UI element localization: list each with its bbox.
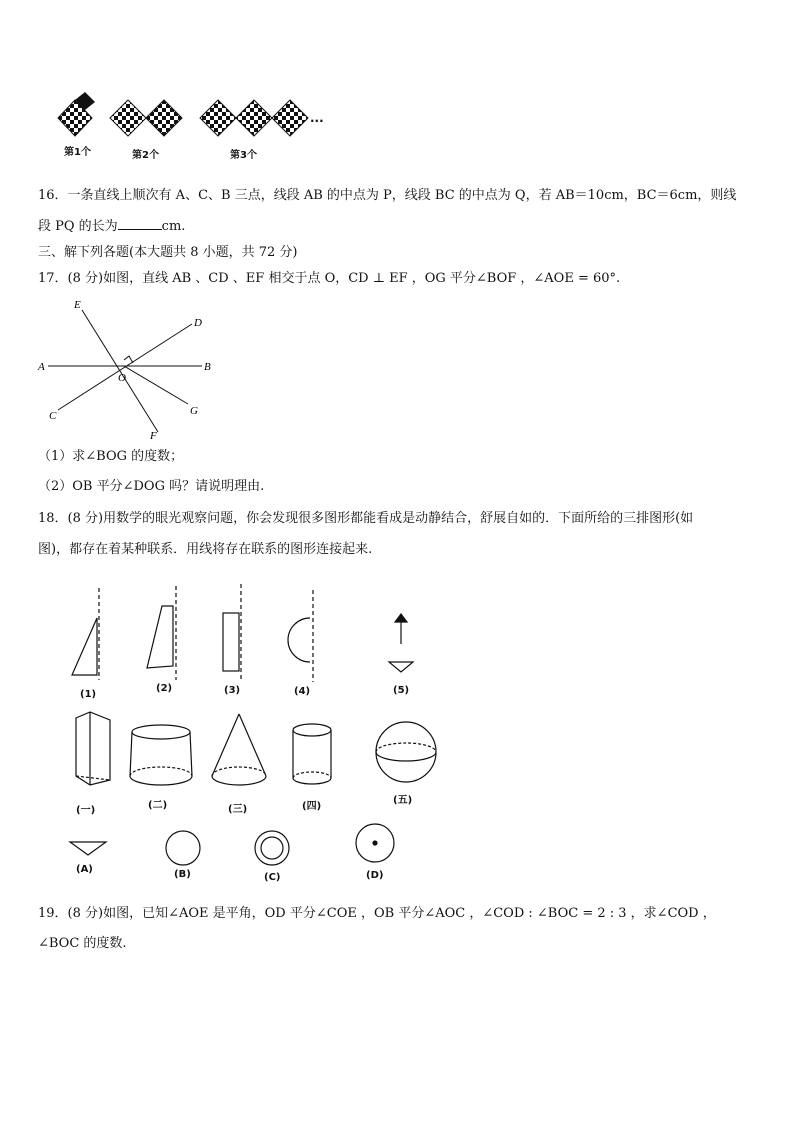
q18-row2-label-1: (一)	[76, 805, 96, 816]
section3-heading: 三、解下列各题(本大题共 8 小题，共 72 分)	[38, 245, 298, 260]
label-F: F	[150, 430, 157, 442]
q16-line1: 16．一条直线上顺次有 A、C、B 三点，线段 AB 的中点为 P，线段 BC 的中点为 Q，若 AB＝10cm，BC＝6cm，则线	[38, 188, 737, 203]
q18-row1-label-5: (5)	[393, 685, 410, 696]
pattern-3	[200, 100, 308, 136]
pattern-ellipsis: ···	[310, 114, 324, 128]
q18-row3-label-D: (D)	[366, 870, 384, 881]
q18-row2-label-3: (三)	[228, 804, 248, 815]
q18-row2-label-5: (五)	[393, 795, 413, 806]
q17-part1: （1）求∠BOG 的度数；	[38, 449, 184, 464]
label-D: D	[194, 317, 202, 329]
q18-row1-label-3: (3)	[224, 685, 241, 696]
pattern-1	[58, 92, 95, 136]
pattern-label-2: 第2个	[132, 150, 159, 161]
q19-line1: 19．(8 分)如图，已知∠AOE 是平角，OD 平分∠COE ，OB 平分∠AOC ，∠COD : ∠BOC = 2 : 3 ，求∠COD ，	[38, 906, 716, 921]
q18-line1: 18．(8 分)用数学的眼光观察问题，你会发现很多图形都能看成是动静结合，舒展自如的．下面所给的三排图形(如	[38, 511, 694, 526]
label-A: A	[38, 361, 45, 373]
q17-part2: （2）OB 平分∠DOG 吗？请说明理由.	[38, 479, 265, 494]
q17-stem: 17．(8 分)如图，直线 AB 、CD 、EF 相交于点 O，CD ⊥ EF ，OG 平分∠BOF ，∠AOE = 60°.	[38, 271, 621, 286]
q18-row2-label-4: (四)	[302, 801, 322, 812]
q18-row2-label-2: (二)	[148, 800, 168, 811]
q18-figure	[50, 580, 470, 890]
q18-row3-label-B: (B)	[174, 869, 191, 880]
label-O: O	[118, 372, 126, 384]
q18-row1-label-4: (4)	[294, 686, 311, 697]
q18-row1-label-1: (1)	[80, 689, 97, 700]
q17-figure-lines	[36, 296, 226, 446]
pattern-2	[110, 100, 182, 136]
checkerboard-pattern-figure	[50, 92, 340, 164]
label-B: B	[204, 361, 211, 373]
pattern-label-3: 第3个	[230, 150, 257, 161]
q18-row3-label-C: (C)	[264, 872, 281, 883]
q16-answer-blank[interactable]	[118, 217, 162, 230]
label-E: E	[74, 299, 81, 311]
q16-line2	[38, 217, 185, 236]
q19-line2: ∠BOC 的度数.	[38, 936, 127, 951]
q18-row3-label-A: (A)	[76, 864, 93, 875]
q18-line2: 图)，都存在着某种联系．用线将存在联系的图形连接起来.	[38, 542, 373, 557]
pattern-label-1: 第1个	[64, 147, 91, 158]
q18-row1-label-2: (2)	[156, 683, 173, 694]
q16-line2-pre: 段 PQ 的长为	[38, 219, 118, 234]
label-C: C	[49, 410, 57, 422]
label-G: G	[190, 405, 198, 417]
q16-line2-post: cm.	[161, 219, 186, 234]
